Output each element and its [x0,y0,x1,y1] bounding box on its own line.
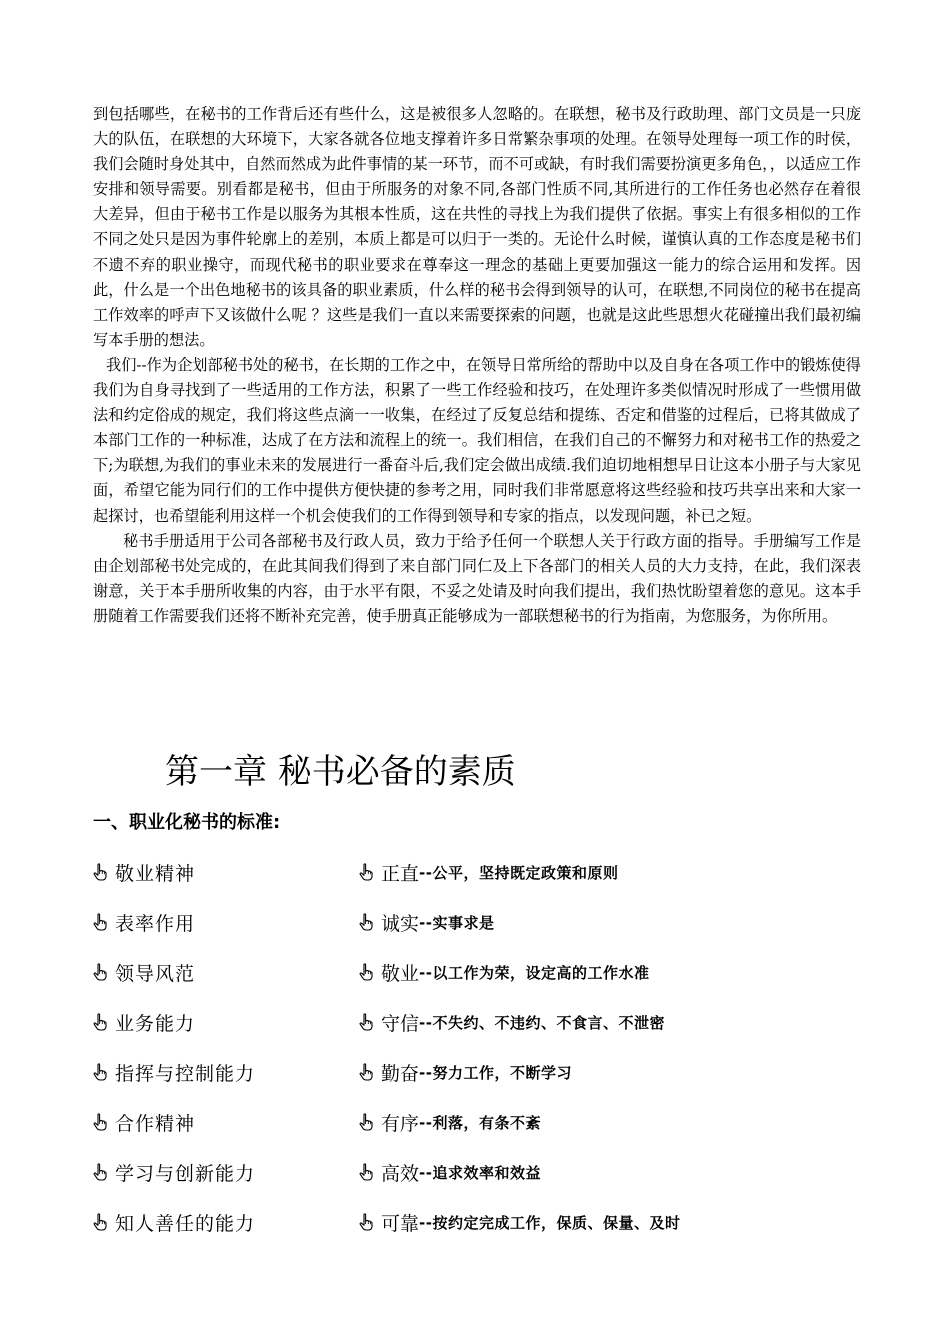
intro-paragraph-3: 秘书手册适用于公司各部秘书及行政人员，致力于给予任何一个联想人关于行政方面的指导。手册编写工作是由企划部秘书处完成的，在此其间我们得到了来自部门同仁及上下各部门的相关人员的大力支持，在此，我们深表谢意，关于本手册所收集的内容，由于水平有限，不妥之处请及时向我们提出，我们热忱盼望着您的意见。这本手册随着工作需要我们还将不断补充完善，使手册真正能够成为一部联想秘书的行为指南，为您服务，为你所用。 [93,531,861,625]
pointing-hand-icon [359,863,373,881]
standard-skill-label: 学习与创新能力 [115,1162,256,1185]
standard-left-item [93,952,195,992]
pointing-hand-icon [93,1213,107,1231]
standard-value-desc: --不失约、不违约、不食言、不泄密 [419,1013,665,1032]
pointing-hand-icon [93,963,107,981]
pointing-hand-icon [359,1113,373,1131]
pointing-hand-icon [93,913,107,931]
standard-skill-label: 敬业精神 [115,862,196,885]
standard-skill-label: 业务能力 [115,1012,196,1035]
pointing-hand-icon [93,863,107,881]
standards-list [93,852,873,1252]
standard-skill-label: 指挥与控制能力 [115,1062,256,1085]
standard-value-desc: --努力工作，不断学习 [419,1063,572,1082]
pointing-hand-icon [359,1213,373,1231]
standard-row [93,1052,873,1102]
standard-value-desc: --公平，坚持既定政策和原则 [419,863,619,882]
pointing-hand-icon [93,1063,107,1081]
standard-value-desc: --按约定完成工作，保质、保量、及时 [419,1213,681,1232]
standard-right-item [359,902,494,942]
standard-row [93,1002,873,1052]
standard-row [93,1152,873,1202]
pointing-hand-icon [359,913,373,931]
standard-value-desc: --利落，有条不紊 [419,1113,541,1132]
standard-right-item [359,852,618,892]
standard-value-head: 敬业 [381,962,420,985]
standard-row [93,1202,873,1252]
standard-row [93,852,873,902]
pointing-hand-icon [93,1163,107,1181]
pointing-hand-icon [359,963,373,981]
standard-left-item [93,1202,255,1242]
standard-right-item [359,1052,572,1092]
standard-row [93,902,873,952]
standard-left-item [93,1052,255,1092]
standard-skill-label: 合作精神 [115,1112,196,1135]
intro-paragraph-1: 到包括哪些，在秘书的工作背后还有些什么，这是被很多人忽略的。在联想，秘书及行政助理、部门文员是一只庞大的队伍，在联想的大环境下，大家各就各位地支撑着许多日常繁杂事项的处理。在领导处理每一项工作的时侯，我们会随时身处其中，自然而然成为此件事情的某一环节，而不可或缺，有时我们需要扮演更多角色，，以适应工作安排和领导需要。别看都是秘书，但由于所服务的对象不同,各部门性质不同,其所进行的工作任务也必然存在着很大差异，但由于秘书工作是以服务为其根本性质，这在共性的寻找上为我们提供了依据。事实上有很多相似的工作不同之处只是因为事件轮廓上的差别，本质上都是可以归于一类的。无论什么时候，谨慎认真的工作态度是秘书们不遗不弃的职业操守，而现代秘书的职业要求在尊奉这一理念的基础上更要加强这一能力的综合运用和发挥。因此，什么是一个出色地秘书的该具备的职业素质，什么样的秘书会得到领导的认可，在联想,不同岗位的秘书在提高工作效率的呼声下又该做什么呢 ？这些是我们一直以来需要探索的问题，也就是这此些思想火花碰撞出我们最初编写本手册的想法。 [93,105,861,349]
standard-row [93,1102,873,1152]
standard-value-desc: --追求效率和效益 [419,1163,541,1182]
standard-skill-label: 表率作用 [115,912,196,935]
standard-right-item [359,1102,541,1142]
standard-right-item [359,1152,541,1192]
standard-value-head: 诚实 [381,912,420,935]
standard-left-item [93,1002,195,1042]
pointing-hand-icon [359,1013,373,1031]
standard-left-item [93,1152,255,1192]
intro-text [93,102,861,629]
pointing-hand-icon [93,1113,107,1131]
standard-value-head: 可靠 [381,1212,420,1235]
section-title: 一、职业化秘书的标准: [93,812,281,833]
intro-paragraph-2: 我们--作为企划部秘书处的秘书，在长期的工作之中，在领导日常所给的帮助中以及自身在各项工作中的锻炼使得我们为自身寻找到了一些适用的工作方法，积累了一些工作经验和技巧，在处理许多类似情况时形成了一些惯用做法和约定俗成的规定，我们将这些点滴一一收集，在经过了反复总结和提练、否定和借鉴的过程后，已将其做成了本部门工作的一种标准，达成了在方法和流程上的统一。我们相信，在我们自己的不懈努力和对秘书工作的热爱之下;为联想,为我们的事业未来的发展进行一番奋斗后,我们定会做出成绩.我们迫切地相想早日让这本小册子与大家见面，希望它能为同行们的工作中提供方便快捷的参考之用，同时我们非常愿意将这些经验和技巧共享出来和大家一起探讨，也希望能利用这样一个机会使我们的工作得到领导和专家的指点，以发现问题，补已之短。 [93,355,861,525]
standard-skill-label: 知人善任的能力 [115,1212,256,1235]
standard-value-head: 有序 [381,1112,420,1135]
standard-skill-label: 领导风范 [115,962,196,985]
standard-right-item [359,1002,665,1042]
standard-value-head: 勤奋 [381,1062,420,1085]
standard-value-desc: --实事求是 [419,913,495,932]
standard-value-desc: --以工作为荣，设定高的工作水准 [419,963,650,982]
standard-value-head: 正直 [381,862,420,885]
pointing-hand-icon [93,1013,107,1031]
standard-right-item [359,1202,680,1242]
standard-left-item [93,1102,195,1142]
standard-left-item [93,852,195,892]
pointing-hand-icon [359,1163,373,1181]
standard-left-item [93,902,195,942]
chapter-title: 第一章 秘书必备的素质 [165,752,516,792]
standard-value-head: 高效 [381,1162,420,1185]
standard-row [93,952,873,1002]
standard-value-head: 守信 [381,1012,420,1035]
pointing-hand-icon [359,1063,373,1081]
standard-right-item [359,952,649,992]
